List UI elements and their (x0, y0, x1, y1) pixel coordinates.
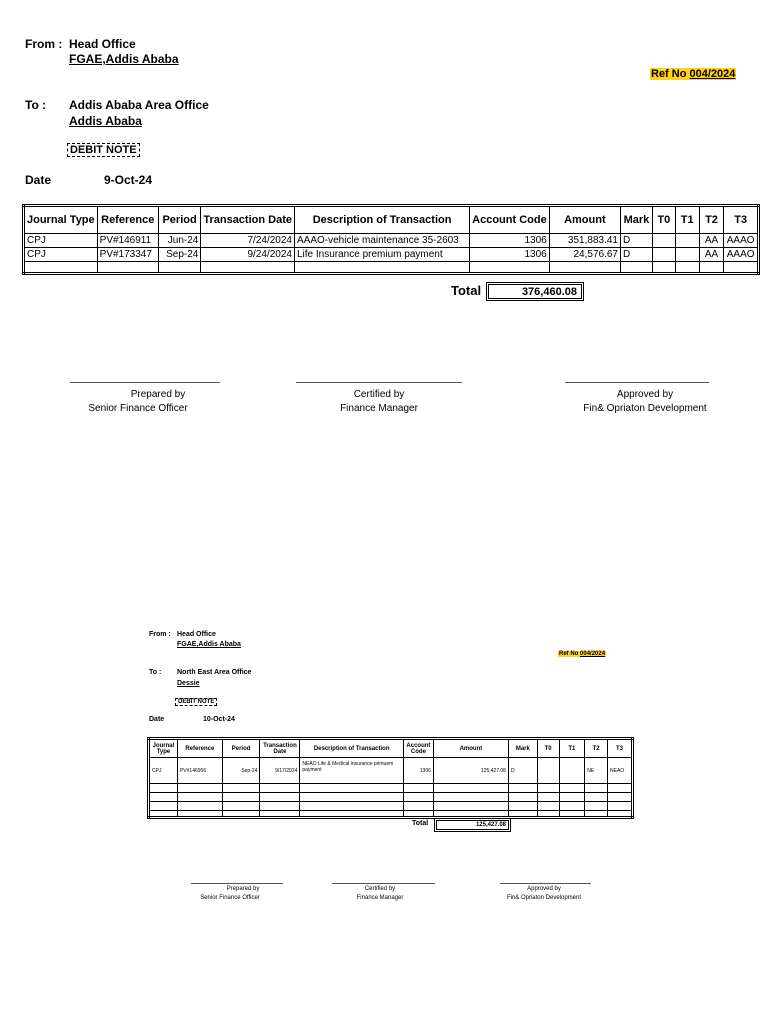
signature-certified (296, 388, 462, 416)
ref-value: 004/2024 (580, 651, 606, 657)
cell-date: 9/17/2024 (260, 758, 300, 784)
signature-line-approved (500, 883, 591, 884)
ref-number (650, 68, 736, 80)
ref-label: Ref No (651, 68, 687, 80)
to-label: To : (149, 669, 162, 676)
from-name: Head Office (177, 631, 216, 638)
transaction-table (147, 737, 634, 819)
cell-t2: NE (585, 758, 608, 784)
header-t2: T2 (699, 206, 724, 234)
header-t3: T3 (724, 206, 759, 234)
ref-number (558, 651, 606, 657)
signature-role: Senior Finance Officer (88, 403, 188, 414)
cell-amount: 351,883.41 (549, 234, 620, 248)
header-amount: Amount (549, 206, 620, 234)
header-transaction-date: Transaction Date (260, 739, 300, 758)
to-name: North East Area Office (177, 669, 252, 676)
from-sub: FGAE,Addis Ababa (177, 641, 241, 648)
signature-line-certified (332, 883, 435, 884)
cell-t1 (675, 234, 699, 248)
cell-t1 (675, 248, 699, 262)
to-name: Addis Ababa Area Office (69, 98, 209, 112)
header-t3: T3 (608, 739, 633, 758)
table-row-empty (149, 811, 633, 818)
signature-role: Fin& Opriaton Development (506, 895, 582, 901)
cell-period: Sep-24 (158, 248, 201, 262)
cell-journal: CPJ (149, 758, 178, 784)
signature-role: Finance Manager (340, 403, 418, 414)
cell-amount: 24,576.67 (549, 248, 620, 262)
table-row-empty (149, 793, 633, 802)
table-row (24, 234, 759, 248)
header-journal-type: Journal Type (24, 206, 98, 234)
cell-account: 1306 (470, 248, 550, 262)
cell-description: Life Insurance premium payment (294, 248, 469, 262)
signature-title: Prepared by (226, 886, 260, 892)
signature-prepared (70, 388, 246, 416)
cell-t2: AA (699, 234, 724, 248)
to-sub: Addis Ababa (69, 114, 142, 128)
date-value: 9-Oct-24 (104, 173, 153, 187)
total-label: Total (412, 820, 429, 827)
signature-line-approved (565, 382, 709, 383)
from-label: From : (149, 631, 171, 638)
cell-mark: D (508, 758, 537, 784)
date-value: 10-Oct-24 (203, 716, 235, 723)
cell-account: 1306 (470, 234, 550, 248)
total-label: Total (451, 283, 482, 298)
header-account-code: Account Code (403, 739, 433, 758)
cell-reference: PV#146911 (97, 234, 158, 248)
signature-line-certified (296, 382, 462, 383)
header-t0: T0 (652, 206, 675, 234)
signature-line-prepared (70, 382, 220, 383)
signature-title: Prepared by (130, 389, 186, 400)
header-journal-type: Journal Type (149, 739, 178, 758)
ref-value: 004/2024 (689, 68, 736, 80)
document-title: DEBIT NOTE (67, 143, 140, 157)
cell-t1 (559, 758, 585, 784)
cell-journal: CPJ (24, 248, 98, 262)
cell-t3: AAAO (724, 234, 759, 248)
header-t1: T1 (675, 206, 699, 234)
header-account-code: Account Code (470, 206, 550, 234)
cell-amount: 125,427.08 (433, 758, 508, 784)
ref-label: Ref No (559, 651, 579, 657)
table-row (24, 248, 759, 262)
table-header-row (24, 206, 759, 234)
cell-t3: AAAO (724, 248, 759, 262)
table-row-empty (149, 802, 633, 811)
header-period: Period (158, 206, 201, 234)
signature-role: Fin& Opriaton Development (583, 403, 707, 414)
date-label: Date (149, 716, 165, 723)
cell-account: 1306 (403, 758, 433, 784)
header-reference: Reference (177, 739, 222, 758)
header-mark: Mark (620, 206, 652, 234)
transaction-table (22, 204, 760, 275)
signature-role: Finance Manager (356, 895, 404, 901)
document-title: DEBIT NOTE (175, 698, 217, 706)
table-row (149, 758, 633, 784)
header-mark: Mark (508, 739, 537, 758)
signature-title: Certified by (353, 389, 405, 400)
cell-description: NEAO Life & Medical insurance primuem payment (300, 758, 404, 784)
cell-description: AAAO-vehicle maintenance 35-2603 (294, 234, 469, 248)
signature-title: Approved by (527, 886, 561, 892)
signature-role: Senior Finance Officer (200, 895, 260, 901)
header-period: Period (222, 739, 260, 758)
header-t0: T0 (537, 739, 559, 758)
from-label: From : (25, 37, 63, 51)
cell-mark: D (620, 248, 652, 262)
header-reference: Reference (97, 206, 158, 234)
cell-reference: PV#146956 (177, 758, 222, 784)
date-label: Date (25, 173, 52, 187)
cell-mark: D (620, 234, 652, 248)
to-label: To : (25, 98, 47, 112)
cell-t2: AA (699, 248, 724, 262)
signature-line-prepared (191, 883, 283, 884)
total-amount: 376,460.08 (486, 282, 584, 301)
header-amount: Amount (433, 739, 508, 758)
cell-t3: NEAO (608, 758, 633, 784)
cell-t0 (652, 234, 675, 248)
header-t1: T1 (559, 739, 585, 758)
cell-t0 (537, 758, 559, 784)
cell-journal: CPJ (24, 234, 98, 248)
table-header-row (149, 739, 633, 758)
table-row-empty (149, 784, 633, 793)
header-t2: T2 (585, 739, 608, 758)
signature-prepared (183, 885, 303, 903)
cell-reference: PV#173347 (97, 248, 158, 262)
total-amount: 125,427.08 (434, 818, 511, 832)
header-description: Description of Transaction (294, 206, 469, 234)
cell-period: Sep-24 (222, 758, 260, 784)
cell-period: Jun-24 (158, 234, 201, 248)
cell-date: 9/24/2024 (201, 248, 295, 262)
signature-title: Approved by (616, 389, 674, 400)
from-sub: FGAE,Addis Ababa (69, 52, 179, 66)
header-transaction-date: Transaction Date (201, 206, 295, 234)
signature-approved (496, 885, 592, 903)
table-row-empty (24, 262, 759, 274)
from-name: Head Office (69, 37, 136, 51)
signature-title: Certified by (364, 886, 396, 892)
header-description: Description of Transaction (300, 739, 404, 758)
cell-t0 (652, 248, 675, 262)
to-sub: Dessie (177, 680, 200, 687)
signature-approved (565, 388, 725, 416)
signature-certified (332, 885, 428, 903)
cell-date: 7/24/2024 (201, 234, 295, 248)
